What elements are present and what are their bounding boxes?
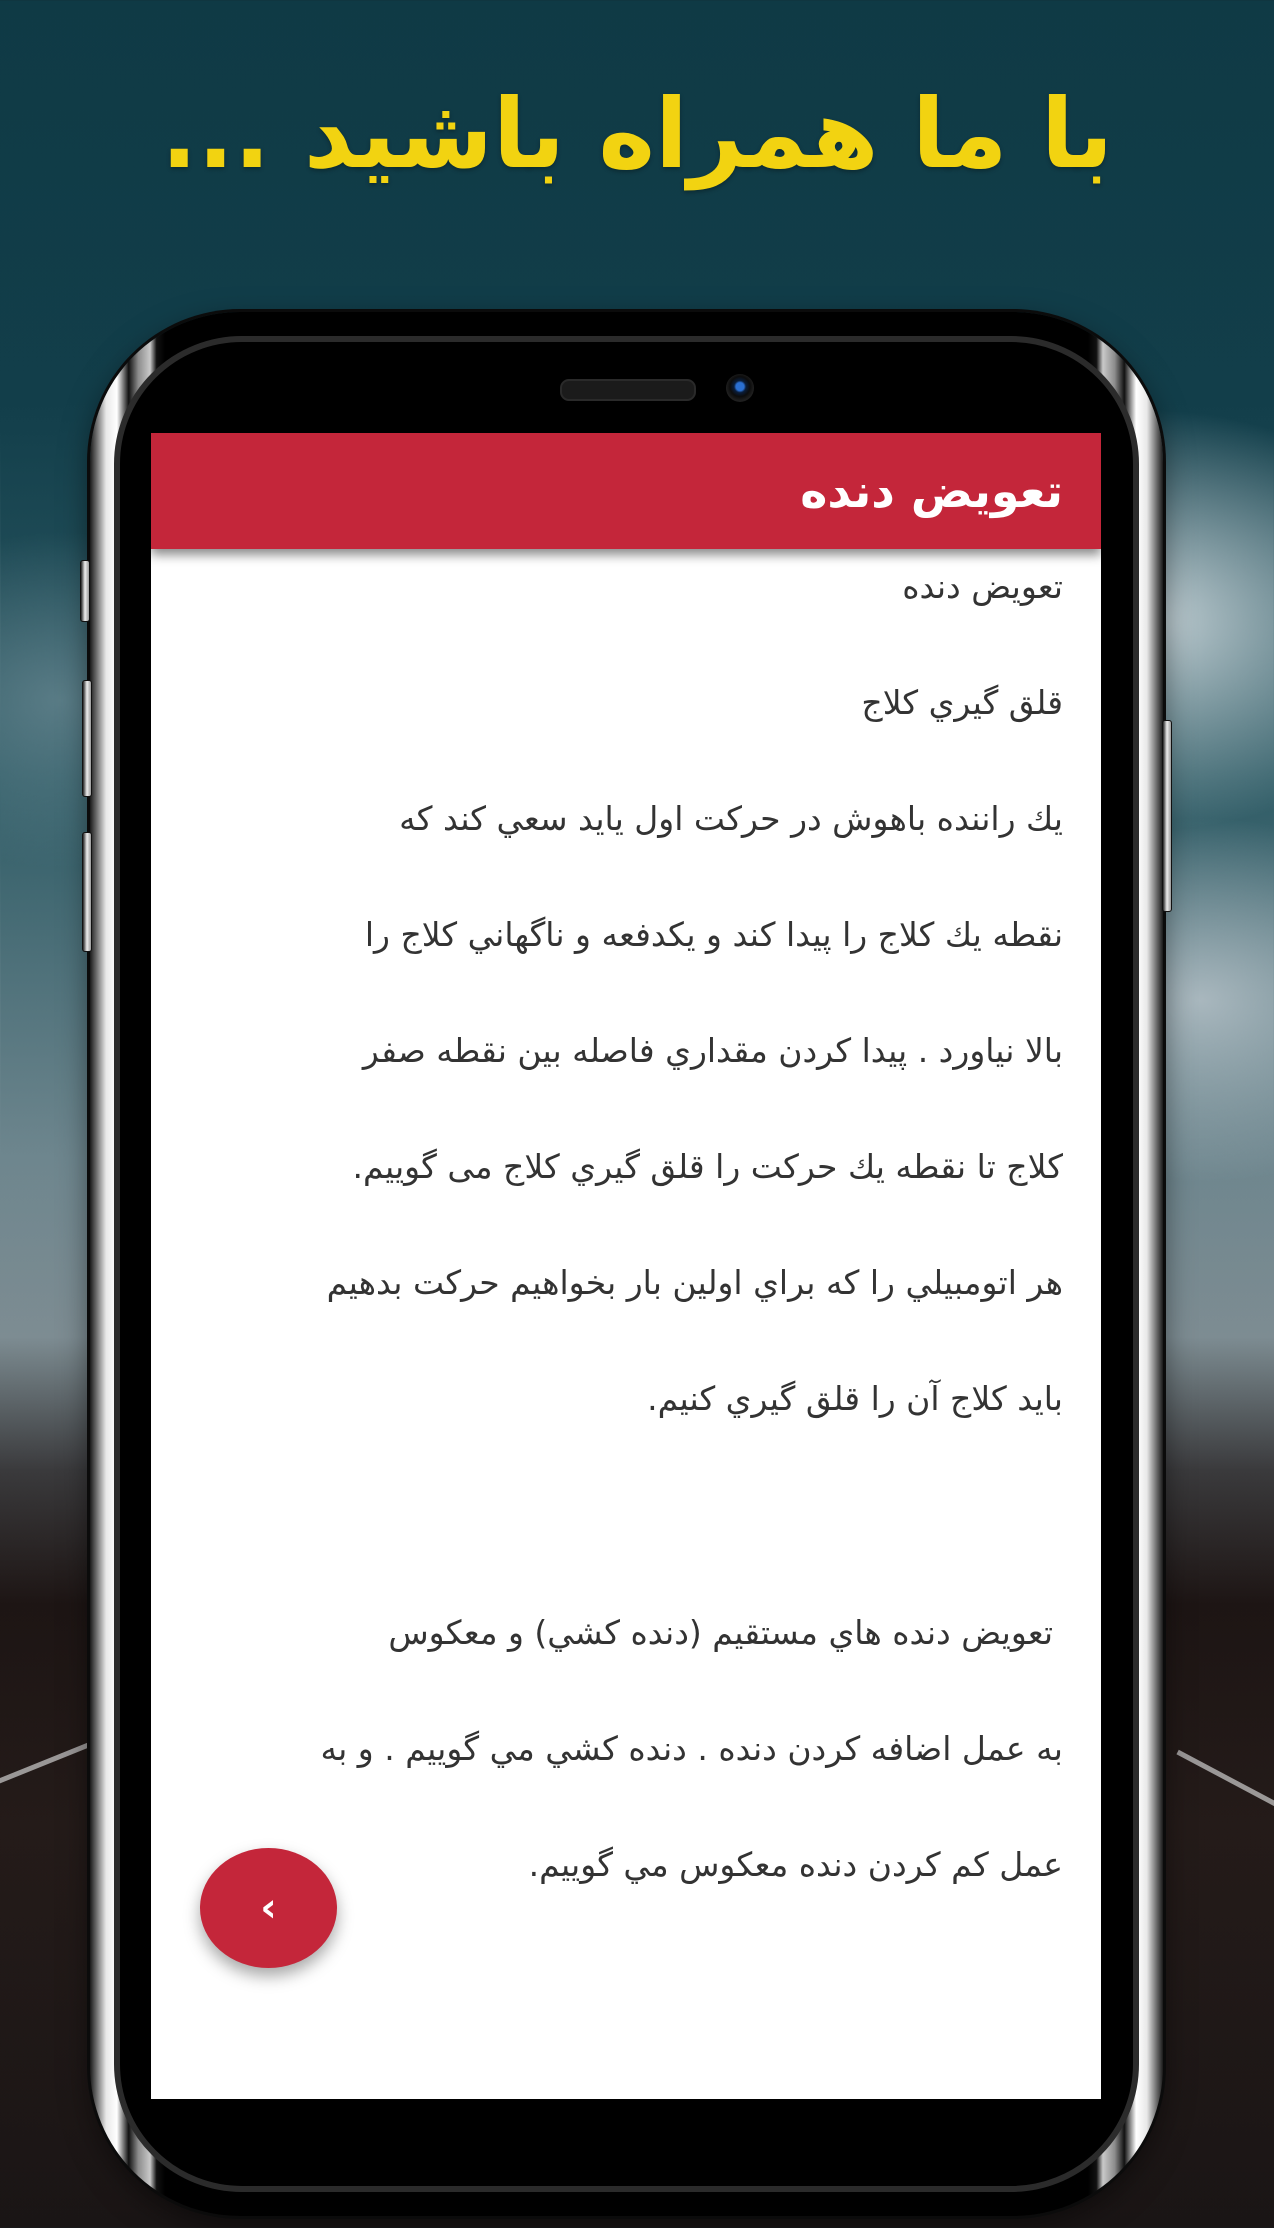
article-line: كلاج تا نقطه يك حركت را قلق گيري كلاج می گوییم. [352,1147,1063,1186]
article-line: تعويض دنده هاي مستقيم (دنده كشي) و معكوس [388,1613,1053,1652]
chevron-left-icon: ‹ [260,1885,277,1931]
phone-volume-up-button [82,680,92,797]
article-line: نقطه يك كلاج را پيدا كند و يكدفعه و ناگهاني كلاج را [364,915,1063,954]
article-line: يك راننده باهوش در حركت اول يايد سعي كند كه [399,799,1063,838]
page-title: تعويض دنده [800,464,1063,518]
phone-volume-down-button [82,832,92,952]
road-marking-right [1176,1750,1274,1815]
article-line: به عمل اضافه كردن دنده . دنده كشي مي گوييم . و به [320,1729,1063,1768]
article-line: عمل كم كردن دنده معكوس مي گوييم. [528,1845,1063,1884]
article-line: هر اتومبيلي را كه براي اولين بار بخواهيم حركت بدهيم [326,1263,1063,1302]
article-line: بالا نياورد . پيدا كردن مقداري فاصله بين نقطه صفر [362,1031,1063,1070]
promo-headline: با ما همراه باشید ... [160,78,1114,190]
back-fab-button[interactable] [200,1848,337,1968]
article-line: تعويض دنده [902,567,1063,606]
phone-mute-switch [80,560,90,622]
app-screen [151,433,1101,2099]
phone-speaker [560,379,696,401]
article-line: بايد كلاج آن را قلق گيري كنيم. [647,1379,1063,1418]
phone-power-button [1162,720,1172,912]
article-line: قلق گيري كلاج [861,683,1063,722]
app-bar [151,433,1101,549]
phone-front-camera [726,374,754,402]
